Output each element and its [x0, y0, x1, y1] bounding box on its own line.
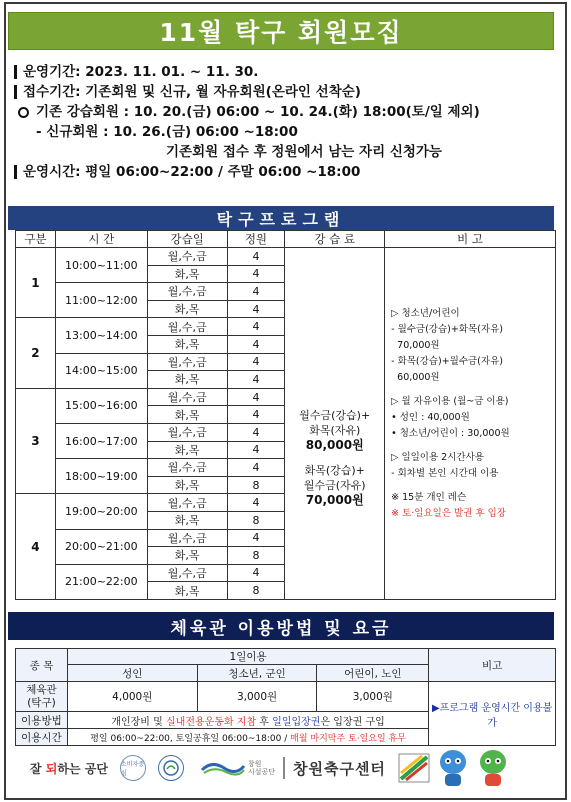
- note-line: ▷ 월 자유이용 (월~금 이용): [391, 396, 509, 407]
- slot-capacity: 8: [227, 511, 285, 529]
- slot-time: 15:00~16:00: [55, 388, 147, 423]
- note-line: - 월수금(강습)+화목(자유): [391, 324, 503, 335]
- fees-table: [15, 648, 556, 746]
- info-remaining: 기존회원 접수 후 정원에서 남는 자리 신청가능: [166, 144, 442, 160]
- slot-days: 월,수,금: [147, 353, 227, 371]
- corp-name: 창원 시설공단: [247, 760, 275, 776]
- slot-capacity: 4: [227, 529, 285, 547]
- slot-days: 화,목: [147, 476, 227, 494]
- seal-logo-icon: [158, 755, 184, 781]
- fee1-price: 80,000원: [305, 437, 364, 452]
- slot-capacity: 4: [227, 441, 285, 459]
- slot-capacity: 4: [227, 265, 285, 283]
- note-line: - 회차별 본인 시간대 이용: [391, 468, 499, 479]
- info-existing: 기존 강습회원 : 10. 20.(금) 06:00 ~ 10. 24.(화) 18:00(토/일 제외): [14, 102, 554, 122]
- group-label: 2: [16, 318, 56, 388]
- fees-side-note: ▶프로그램 운영시간 이용불가: [429, 682, 556, 746]
- note-line: 60,000원: [391, 372, 440, 383]
- flag-logo-icon: [398, 753, 430, 783]
- program-notes: [385, 248, 556, 600]
- slot-capacity: 4: [227, 371, 285, 389]
- consumer-badge-icon: 소비자중심: [120, 755, 146, 781]
- fees-band: 체육관 이용방법 및 요금: [8, 612, 554, 640]
- note-line: • 성인 : 40,000원: [391, 412, 470, 423]
- slot-capacity: 4: [227, 388, 285, 406]
- fees-sub-child: 어린이, 노인: [317, 665, 429, 682]
- footer-divider: [283, 757, 285, 779]
- bullet-bar-icon: [14, 85, 17, 99]
- slot-time: 13:00~14:00: [55, 318, 147, 353]
- slot-days: 월,수,금: [147, 318, 227, 336]
- header-days: 강습일: [147, 231, 227, 248]
- slot-time: 18:00~19:00: [55, 459, 147, 494]
- page-title: 11월 탁구 회원모집: [159, 18, 403, 47]
- slot-capacity: 8: [227, 476, 285, 494]
- slot-days: 화,목: [147, 511, 227, 529]
- note-line: • 청소년/어린이 : 30,000원: [391, 428, 510, 439]
- slot-days: 화,목: [147, 265, 227, 283]
- circle-bullet-icon: [18, 107, 29, 118]
- group-label: 3: [16, 388, 56, 494]
- slot-days: 화,목: [147, 371, 227, 389]
- slot-days: 월,수,금: [147, 423, 227, 441]
- program-body: [16, 248, 556, 600]
- note-line: 70,000원: [391, 340, 440, 351]
- slot-capacity: 4: [227, 459, 285, 477]
- fees-gym-adult: 4,000원: [67, 682, 197, 712]
- slot-days: 월,수,금: [147, 529, 227, 547]
- note-line: ▷ 일일이용 2시간사용: [391, 452, 484, 463]
- slot-capacity: 4: [227, 318, 285, 336]
- fee1-line-a: 월수금(강습)+: [299, 408, 371, 422]
- program-row: [16, 248, 556, 266]
- slot-capacity: 4: [227, 248, 285, 266]
- fee-option-1: [285, 248, 385, 459]
- program-header-row: [16, 231, 556, 248]
- slot-capacity: 4: [227, 300, 285, 318]
- info-section: [14, 62, 554, 182]
- fees-method-text: 개인장비 및 실내전용운동화 지참 후 일일입장권은 입장권 구입: [67, 712, 428, 729]
- group-label: 4: [16, 494, 56, 600]
- fee2-line-a: 화목(강습)+: [304, 463, 365, 477]
- note-weekend: ※ 토·일요일은 발권 후 입장: [391, 508, 506, 519]
- slot-days: 화,목: [147, 582, 227, 600]
- group-label: 1: [16, 248, 56, 318]
- bullet-bar-icon: [14, 165, 17, 179]
- fees-row-gym-label: 체육관 (탁구): [16, 682, 68, 712]
- slot-time: 14:00~15:00: [55, 353, 147, 388]
- fees-col-daily: 1일이용: [67, 649, 428, 665]
- footer: [10, 746, 556, 790]
- fees-gym-youth: 3,000원: [197, 682, 317, 712]
- slot-capacity: 4: [227, 406, 285, 424]
- header-capacity: 정원: [227, 231, 285, 248]
- note-line: [391, 442, 553, 450]
- fee1-line-b: 화목(자유): [309, 423, 361, 437]
- bullet-bar-icon: [14, 65, 17, 79]
- fees-hours-text: 평일 06:00~22:00, 토일공휴일 06:00~18:00 / 매월 마지막주 토·일요일 휴무: [67, 729, 428, 746]
- slot-days: 월,수,금: [147, 459, 227, 477]
- slot-capacity: 4: [227, 564, 285, 582]
- note-line: [391, 386, 553, 394]
- slot-time: 11:00~12:00: [55, 283, 147, 318]
- slot-days: 화,목: [147, 335, 227, 353]
- slot-days: 월,수,금: [147, 388, 227, 406]
- slot-days: 월,수,금: [147, 248, 227, 266]
- fee2-line-b: 월수금(자유): [303, 478, 366, 492]
- fees-col-note: 비고: [429, 649, 556, 682]
- note-line: - 화목(강습)+월수금(자유): [391, 356, 503, 367]
- header-time: 시 간: [55, 231, 147, 248]
- fees-sub-adult: 성인: [67, 665, 197, 682]
- corp-wave-logo-icon: [200, 758, 246, 778]
- info-reception: 접수기간: 기존회원 및 신규, 월 자유회원(온라인 선착순): [14, 82, 554, 102]
- info-new-member: - 신규회원 : 10. 26.(금) 06:00 ~18:00: [36, 124, 298, 140]
- info-period: 운영기간: 2023. 11. 01. ~ 11. 30.: [14, 62, 554, 82]
- slot-capacity: 8: [227, 582, 285, 600]
- info-hours: 운영시간: 평일 06:00~22:00 / 주말 06:00 ~18:00: [14, 162, 554, 182]
- slot-capacity: 4: [227, 283, 285, 301]
- center-name: 창원축구센터: [292, 759, 386, 778]
- slot-days: 화,목: [147, 406, 227, 424]
- slot-time: 16:00~17:00: [55, 423, 147, 458]
- fees-sub-youth: 청소년, 군인: [197, 665, 317, 682]
- slot-time: 20:00~21:00: [55, 529, 147, 564]
- slot-time: 19:00~20:00: [55, 494, 147, 529]
- note-line: [391, 482, 553, 490]
- slot-capacity: 4: [227, 335, 285, 353]
- note-line: ▷ 청소년/어린이: [391, 308, 460, 319]
- slot-capacity: 4: [227, 353, 285, 371]
- fees-col-kind: 종 목: [16, 649, 68, 682]
- slot-capacity: 4: [227, 494, 285, 512]
- fees-row-method-label: 이용방법: [16, 712, 68, 729]
- slot-days: 화,목: [147, 441, 227, 459]
- fees-gym-child: 3,000원: [317, 682, 429, 712]
- header-group: 구분: [16, 231, 56, 248]
- slot-days: 화,목: [147, 300, 227, 318]
- header-note: 비 고: [385, 231, 556, 248]
- footer-slogan: 잘 되하는 공단: [30, 761, 108, 776]
- note-line: ※ 15분 개인 레슨: [391, 492, 467, 503]
- slot-days: 월,수,금: [147, 564, 227, 582]
- slot-days: 화,목: [147, 547, 227, 565]
- mascot-blue-icon: [436, 748, 470, 788]
- fee-option-2: [285, 459, 385, 600]
- fee2-price: 70,000원: [305, 492, 364, 507]
- fees-row-hours-label: 이용시간: [16, 729, 68, 746]
- mascot-green-icon: [476, 748, 510, 788]
- slot-capacity: 4: [227, 423, 285, 441]
- slot-days: 월,수,금: [147, 283, 227, 301]
- slot-time: 21:00~22:00: [55, 564, 147, 599]
- program-band: 탁구프로그램: [8, 206, 554, 230]
- header-fee: 강 습 료: [285, 231, 385, 248]
- program-table: [15, 230, 556, 600]
- slot-capacity: 8: [227, 547, 285, 565]
- slot-days: 월,수,금: [147, 494, 227, 512]
- slot-time: 10:00~11:00: [55, 248, 147, 283]
- title-banner: [8, 12, 554, 50]
